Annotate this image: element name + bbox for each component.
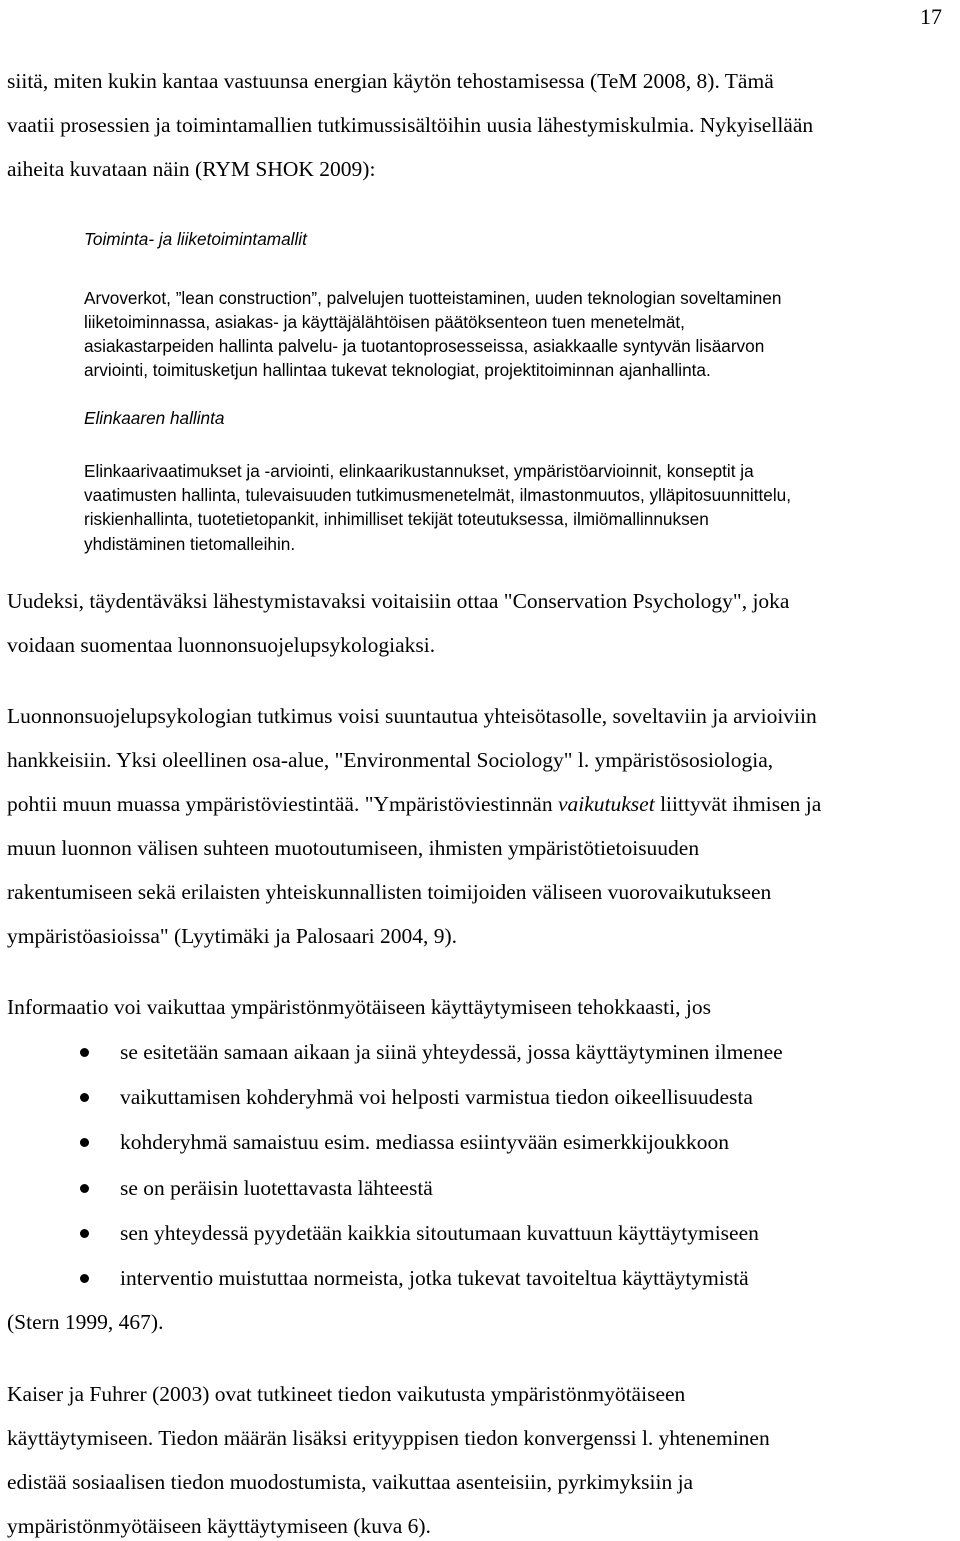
bullet-icon [80, 1138, 89, 1147]
intro-line: vaatii prosessien ja toimintamallien tutkimussisältöihin uusia lähestymiskulmia. Nykyisellään [7, 113, 814, 137]
paragraph-line: Luonnonsuojelupsykologian tutkimus voisi suuntautua yhteisötasolle, soveltaviin ja arvioiviin [7, 704, 817, 728]
intro-line: siitä, miten kukin kantaa vastuunsa energian käytön tehostamisessa (TeM 2008, 8). Tämä [7, 69, 774, 93]
quote2-heading: Elinkaaren hallinta [84, 408, 225, 428]
paragraph-line: käyttäytymiseen. Tiedon määrän lisäksi erityyppisen tiedon konvergenssi l. yhteneminen [7, 1426, 770, 1450]
list-item: vaikuttamisen kohderyhmä voi helposti varmistua tiedon oikeellisuudesta [120, 1085, 753, 1109]
bullet-icon [80, 1048, 89, 1057]
list-item: se esitetään samaan aikaan ja siinä yhteydessä, jossa käyttäytyminen ilmenee [120, 1040, 783, 1064]
citation: (Stern 1999, 467). [7, 1310, 164, 1334]
quote2-line: vaatimusten hallinta, tulevaisuuden tutkimusmenetelmät, ilmastonmuutos, ylläpitosuunnittelu, [84, 485, 791, 505]
paragraph-line: ympäristöasioissa" (Lyytimäki ja Palosaari 2004, 9). [7, 924, 458, 948]
page-number: 17 [920, 4, 942, 29]
paragraph-line: edistää sosiaalisen tiedon muodostumista, vaikuttaa asenteisiin, pyrkimyksiin ja [7, 1470, 694, 1494]
bullet-icon [80, 1229, 89, 1238]
list-item: se on peräisin luotettavasta lähteestä [120, 1176, 433, 1200]
quote1-line: liiketoiminnassa, asiakas- ja käyttäjälähtöisen päätöksenteon tuen menetelmät, [84, 312, 685, 332]
list-item: sen yhteydessä pyydetään kaikkia sitoutumaan kuvattuun käyttäytymiseen [120, 1221, 759, 1245]
paragraph-line: ympäristönmyötäiseen käyttäytymiseen (kuva 6). [7, 1514, 431, 1538]
paragraph-line: Uudeksi, täydentäväksi lähestymistavaksi voitaisiin ottaa "Conservation Psychology", joka [7, 589, 790, 613]
list-item: kohderyhmä samaistuu esim. mediassa esiintyvään esimerkkijoukkoon [120, 1130, 730, 1154]
bullet-icon [80, 1274, 89, 1283]
paragraph-line: Kaiser ja Fuhrer (2003) ovat tutkineet tiedon vaikutusta ympäristönmyötäiseen [7, 1382, 686, 1406]
paragraph-line [7, 794, 821, 816]
paragraph-line: hankkeisiin. Yksi oleellinen osa-alue, "Environmental Sociology" l. ympäristösosiologia, [7, 748, 774, 772]
quote1-line: asiakastarpeiden hallinta palvelu- ja tuotantoprosesseissa, asiakkaalle syntyvän lisäarvon [84, 336, 765, 356]
quote2-line: riskienhallinta, tuotetietopankit, inhimilliset tekijät toteutuksessa, ilmiömallinnuksen [84, 509, 709, 529]
list-item: interventio muistuttaa normeista, jotka tukevat tavoiteltua käyttäytymistä [120, 1266, 749, 1290]
quote1-line: Arvoverkot, ”lean construction”, palvelujen tuotteistaminen, uuden teknologian soveltaminen [84, 288, 782, 308]
text-run: liittyvät ihmisen ja [654, 792, 822, 816]
paragraph-line: muun luonnon välisen suhteen muotoutumiseen, ihmisten ympäristötietoisuuden [7, 836, 700, 860]
paragraph-line: voidaan suomentaa luonnonsuojelupsykologiaksi. [7, 633, 436, 657]
paragraph-line: rakentumiseen sekä erilaisten yhteiskunnallisten toimijoiden väliseen vuorovaikutukseen [7, 880, 772, 904]
intro-line: aiheita kuvataan näin (RYM SHOK 2009): [7, 157, 376, 181]
quote1-line: arviointi, toimitusketjun hallintaa tukevat teknologiat, projektitoiminnan ajanhallinta. [84, 360, 711, 380]
paragraph-line: Informaatio voi vaikuttaa ympäristönmyötäiseen käyttäytymiseen tehokkaasti, jos [7, 995, 711, 1019]
text-run: pohtii muun muassa ympäristöviestintää. "Ympäristöviestinnän [7, 792, 558, 816]
bullet-icon [80, 1184, 89, 1193]
bullet-icon [80, 1093, 89, 1102]
quote2-line: yhdistäminen tietomalleihin. [84, 534, 296, 554]
quote1-heading: Toiminta- ja liiketoimintamallit [84, 229, 307, 249]
emphasis-text: vaikutukset [557, 792, 655, 816]
quote2-line: Elinkaarivaatimukset ja -arviointi, elinkaarikustannukset, ympäristöarvioinnit, konseptit ja [84, 461, 754, 481]
